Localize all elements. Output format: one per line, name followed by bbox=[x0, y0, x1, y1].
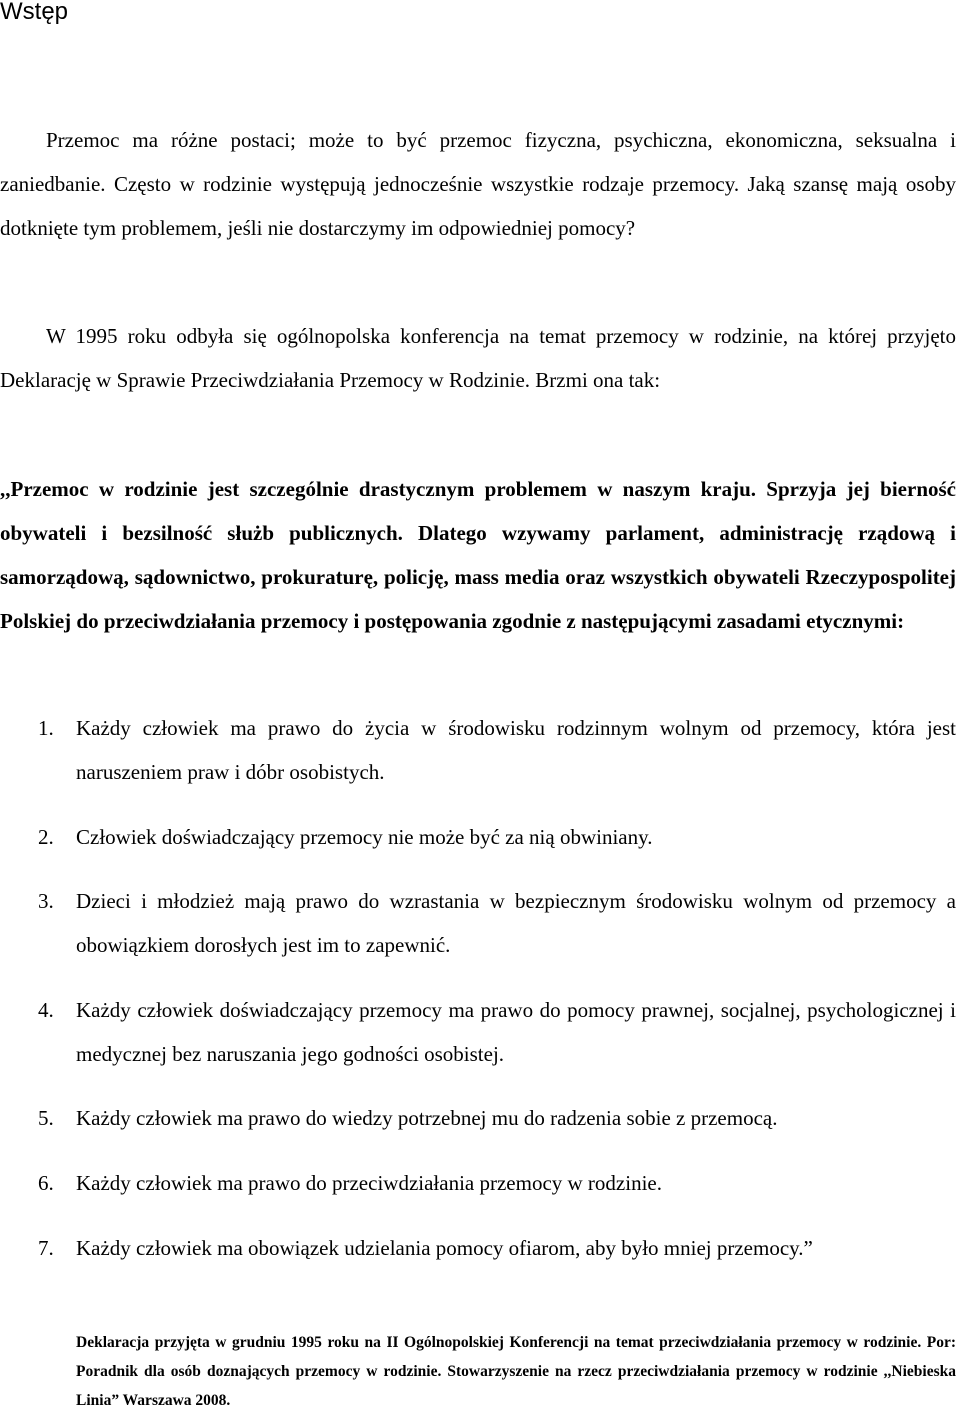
list-item-number: 1. bbox=[38, 716, 54, 740]
list-item-number: 2. bbox=[38, 825, 54, 849]
list-item-number: 7. bbox=[38, 1236, 54, 1260]
list-item bbox=[0, 815, 956, 859]
conference-paragraph: W 1995 roku odbyła się ogólnopolska konferencja na temat przemocy w rodzinie, na której przyjęto Deklarację w Sprawie Przeciwdziałania Przemocy w Rodzinie. Brzmi ona tak: bbox=[0, 324, 956, 392]
list-item-text: Każdy człowiek ma prawo do życia w środowisku rodzinnym wolnym od przemocy, która jest naruszeniem praw i dóbr osobistych. bbox=[76, 716, 956, 784]
list-item bbox=[0, 706, 956, 794]
list-item bbox=[0, 1096, 956, 1140]
list-item-text: Każdy człowiek ma prawo do przeciwdziałania przemocy w rodzinie. bbox=[76, 1171, 662, 1195]
page-title: Wstęp bbox=[0, 0, 69, 25]
list-item-number: 3. bbox=[38, 889, 54, 913]
footnote: Deklaracja przyjęta w grudniu 1995 roku na II Ogólnopolskiej Konferencji na temat przeciwdziałania przemocy w rodzinie. Por: Poradnik dla osób doznających przemocy w rodzinie. Stowarzyszenie na rzecz przeciwdziałania przemocy w rodzinie ,,Niebieska Linia” Warszawa 2008. bbox=[76, 1334, 956, 1409]
list-item-number: 6. bbox=[38, 1171, 54, 1195]
list-item-text: Człowiek doświadczający przemocy nie może być za nią obwiniany. bbox=[76, 825, 653, 849]
declaration-quote: ,,Przemoc w rodzinie jest szczególnie drastycznym problemem w naszym kraju. Sprzyja jej bierność obywateli i bezsilność służb publicznych. Dlatego wzywamy parlament, administrację rządową i samorządową, sądownictwo, prokuraturę, policję, mass media oraz wszystkich obywateli Rzeczypospolitej Polskiej do przeciwdziałania przemocy i postępowania zgodnie z następującymi zasadami etycznymi: bbox=[0, 477, 956, 633]
list-item bbox=[0, 1226, 956, 1270]
list-item-text: Dzieci i młodzież mają prawo do wzrastania w bezpiecznym środowisku wolnym od przemocy a obowiązkiem dorosłych jest im to zapewnić. bbox=[76, 889, 956, 957]
list-item-text: Każdy człowiek doświadczający przemocy ma prawo do pomocy prawnej, socjalnej, psychologicznej i medycznej bez naruszania jego godności osobistej. bbox=[76, 998, 956, 1066]
list-item-number: 4. bbox=[38, 998, 54, 1022]
list-item bbox=[0, 1161, 956, 1205]
list-item-text: Każdy człowiek ma prawo do wiedzy potrzebnej mu do radzenia sobie z przemocą. bbox=[76, 1106, 778, 1130]
list-item bbox=[0, 988, 956, 1076]
list-item-number: 5. bbox=[38, 1106, 54, 1130]
list-item bbox=[0, 879, 956, 967]
list-item-text: Każdy człowiek ma obowiązek udzielania pomocy ofiarom, aby było mniej przemocy.” bbox=[76, 1236, 813, 1260]
intro-paragraph: Przemoc ma różne postaci; może to być przemoc fizyczna, psychiczna, ekonomiczna, seksualna i zaniedbanie. Często w rodzinie występują jednocześnie wszystkie rodzaje przemocy. Jaką szansę mają osoby dotknięte tym problemem, jeśli nie dostarczymy im odpowiedniej pomocy? bbox=[0, 128, 956, 240]
